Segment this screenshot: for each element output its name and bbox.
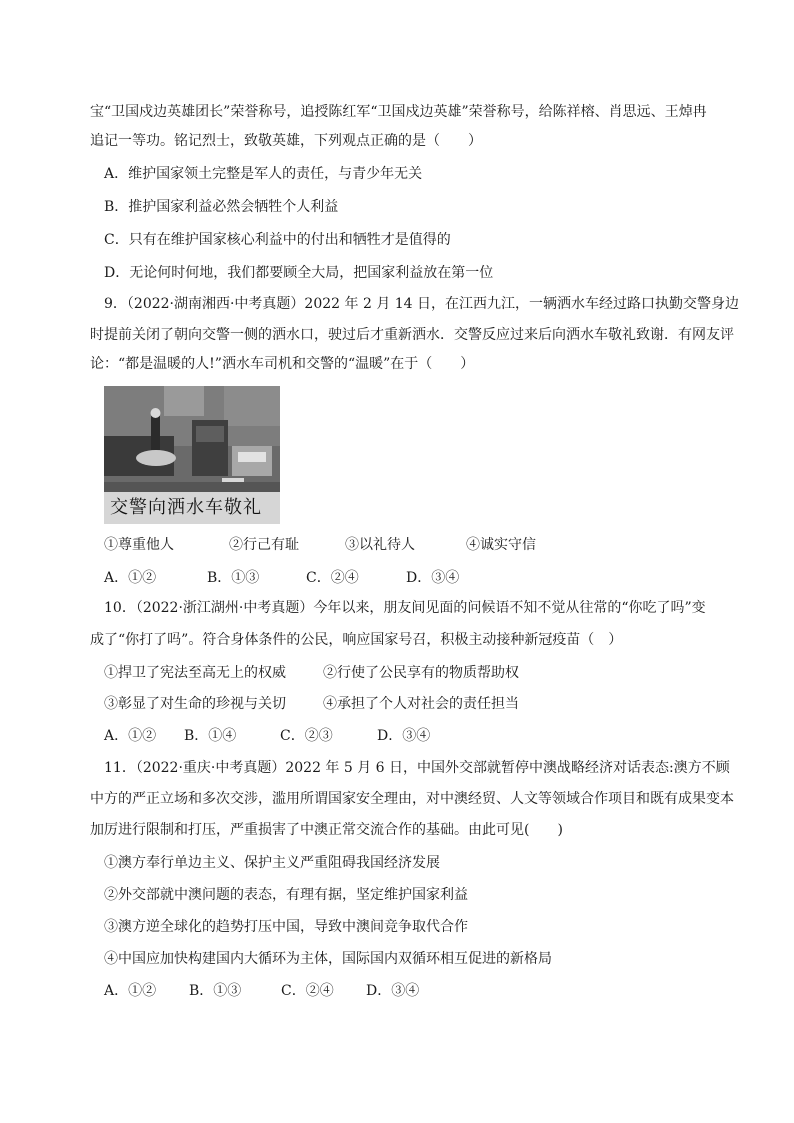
q9-stem-line-2: 时提前关闭了朝向交警一侧的洒水口，驶过后才重新洒水．交警反应过来后向洒水车敬礼致谢．有网友评 <box>90 327 734 343</box>
q10-statement-2: ②行使了公民享有的物质帮助权 <box>323 665 519 681</box>
photo-caption: 交警向洒水车敬礼 <box>110 497 262 518</box>
q10-answer-c: C．②③ <box>280 728 333 744</box>
q9-statement-1: ①尊重他人 <box>104 537 174 553</box>
q10-statement-4: ④承担了个人对社会的责任担当 <box>323 696 519 712</box>
q11-statement-4: ④中国应加快构建国内大循环为主体，国际国内双循环相互促进的新格局 <box>104 951 552 967</box>
q10-statement-1: ①捍卫了宪法至高无上的权威 <box>104 665 286 681</box>
q10-statements-row-2 <box>104 694 564 714</box>
q8-option-d: D．无论何时何地，我们都要顾全大局，把国家利益放在第一位 <box>104 265 494 281</box>
q8-stem-line-2: 追记一等功。铭记烈士，致敬英雄，下列观点正确的是（ ） <box>90 133 482 149</box>
q9-statement-3: ③以礼待人 <box>345 537 415 553</box>
q8-stem-line-1: 宝“卫国戍边英雄团长”荣誉称号，追授陈红军“卫国戍边英雄”荣誉称号，给陈祥榕、肖思远、王焯冉 <box>90 104 707 120</box>
q10-answers-row <box>104 726 524 746</box>
q10-statement-3: ③彰显了对生命的珍视与关切 <box>104 696 286 712</box>
traffic-police-photo <box>104 386 280 524</box>
q9-answer-d: D．③④ <box>406 570 460 586</box>
q9-statement-2: ②行己有耻 <box>229 537 299 553</box>
q9-stem-line-1: 9．（2022·湖南湘西·中考真题）2022 年 2 月 14 日，在江西九江，一辆洒水车经过路口执勤交警身边 <box>104 296 740 312</box>
q11-answer-d: D．③④ <box>366 983 420 999</box>
q11-answer-c: C．②④ <box>281 983 334 999</box>
q10-stem-line-2: 成了“你打了吗”。符合身体条件的公民，响应国家号召，积极主动接种新冠疫苗（ ） <box>90 632 623 648</box>
q11-stem-line-1: 11．（2022·重庆·中考真题）2022 年 5 月 6 日，中国外交部就暂停中澳战略经济对话表态:澳方不顾 <box>104 760 730 776</box>
q11-stem-line-3: 加厉进行限制和打压，严重损害了中澳正常交流合作的基础。由此可见( ) <box>90 822 563 838</box>
q11-answers-row <box>104 981 464 1001</box>
q9-answer-b: B．①③ <box>207 570 260 586</box>
q11-answer-b: B．①③ <box>189 983 242 999</box>
q8-option-b: B．推护国家利益必然会牺牲个人利益 <box>104 199 339 215</box>
q11-statement-2: ②外交部就中澳问题的表态，有理有据，坚定维护国家利益 <box>104 887 468 903</box>
q11-statement-3: ③澳方逆全球化的趋势打压中国，导致中澳间竞争取代合作 <box>104 919 468 935</box>
q8-option-a: A．维护国家领土完整是军人的责任，与青少年无关 <box>104 166 423 182</box>
q11-statement-1: ①澳方奉行单边主义、保护主义严重阻碍我国经济发展 <box>104 855 440 871</box>
q9-answers-row <box>104 568 524 588</box>
q10-answer-d: D．③④ <box>377 728 431 744</box>
q10-stem-line-1: 10．（2022·浙江湖州·中考真题）今年以来，朋友间见面的问候语不知不觉从往常的“你吃了吗”变 <box>104 600 706 616</box>
q11-stem-line-2: 中方的严正立场和多次交涉，滥用所谓国家安全理由，对中澳经贸、人文等领域合作项目和既有成果变本 <box>90 791 734 807</box>
q10-statements-row-1 <box>104 663 564 683</box>
q8-option-c: C．只有在维护国家核心利益中的付出和牺牲才是值得的 <box>104 232 451 248</box>
q9-answer-a: A．①② <box>104 570 157 586</box>
q9-statements-row <box>104 535 664 555</box>
q10-answer-b: B．①④ <box>184 728 237 744</box>
q10-answer-a: A．①② <box>104 728 157 744</box>
q9-answer-c: C．②④ <box>306 570 359 586</box>
q9-statement-4: ④诚实守信 <box>466 537 536 553</box>
q9-stem-line-3: 论：“都是温暖的人!”洒水车司机和交警的“温暖”在于（ ） <box>90 356 475 372</box>
q11-answer-a: A．①② <box>104 983 157 999</box>
